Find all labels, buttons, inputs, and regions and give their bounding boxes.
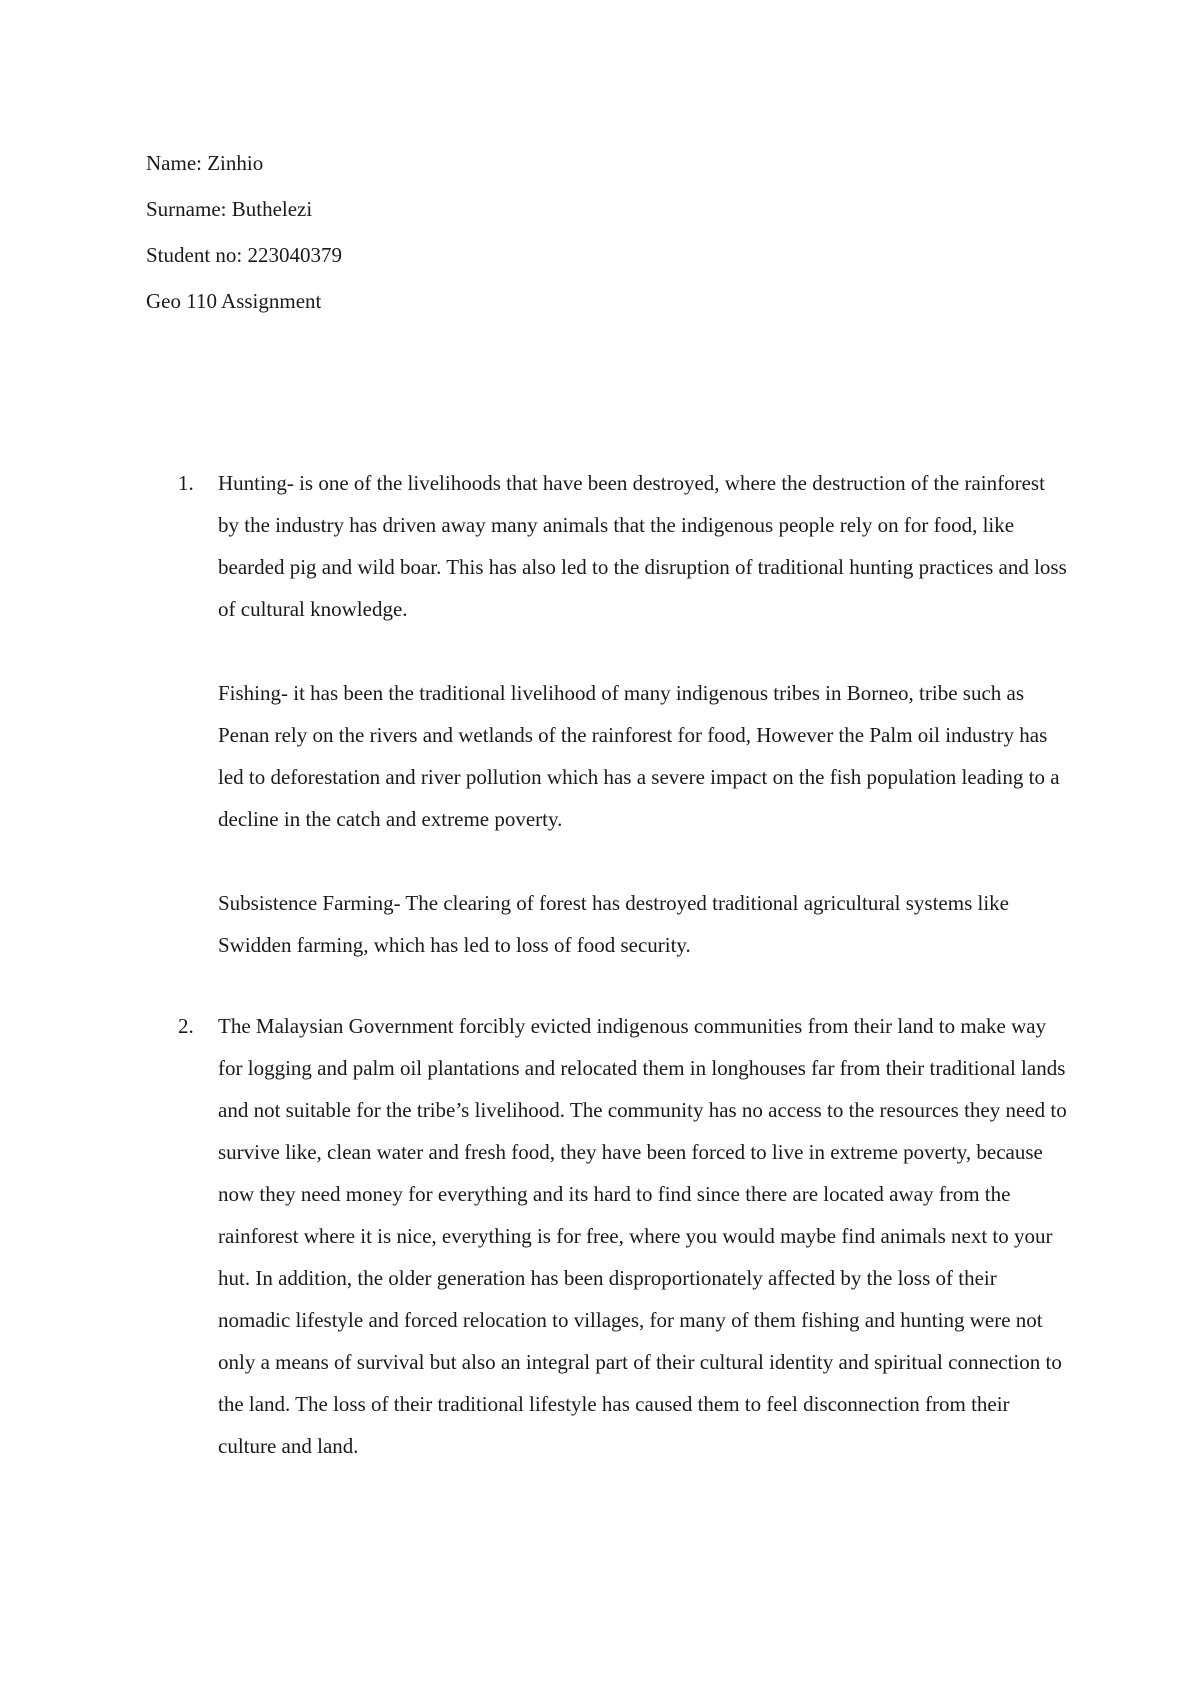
answer-number: 2. xyxy=(178,1014,194,1038)
surname-line: Surname: Buthelezi xyxy=(146,197,313,221)
paragraph-farming: Subsistence Farming- The clearing of forest has destroyed traditional agricultural systems like Swidden farming, which has led to loss of food security. xyxy=(218,891,1009,957)
paragraph-hunting: Hunting- is one of the livelihoods that have been destroyed, where the destruction of the rainforest by the industry has driven away many animals that the indigenous people rely on for food, like bearded pig and wild boar. This has also led to the disruption of traditional hunting practices and loss of cultural knowledge. xyxy=(218,471,1067,621)
paragraph-relocation: The Malaysian Government forcibly evicted indigenous communities from their land to make way for logging and palm oil plantations and relocated them in longhouses far from their traditional lands and not suitable for the tribe’s livelihood. The community has no access to the resources they need to survive like, clean water and fresh food, they have been forced to live in extreme poverty, because now they need money for everything and its hard to find since there are located away from the rainforest where it is nice, everything is for free, where you would maybe find animals next to your hut. In addition, the older generation has been disproportionately affected by the loss of their nomadic lifestyle and forced relocation to villages, for many of them fishing and hunting were not only a means of survival but also an integral part of their cultural identity and spiritual connection to the land. The loss of their traditional lifestyle has caused them to feel disconnection from their culture and land. xyxy=(218,1014,1067,1458)
course-title: Geo 110 Assignment xyxy=(146,289,322,313)
answer-item-2 xyxy=(178,1005,1068,1467)
answer-item-1 xyxy=(178,462,1068,966)
paragraph-fishing: Fishing- it has been the traditional livelihood of many indigenous tribes in Borneo, tribe such as Penan rely on the rivers and wetlands of the rainforest for food, However the Palm oil industry has led to deforestation and river pollution which has a severe impact on the fish population leading to a decline in the catch and extreme poverty. xyxy=(218,681,1060,831)
answer-number: 1. xyxy=(178,471,194,495)
student-header xyxy=(146,140,342,324)
student-number-line: Student no: 223040379 xyxy=(146,243,343,267)
name-line: Name: Zinhio xyxy=(146,151,264,175)
